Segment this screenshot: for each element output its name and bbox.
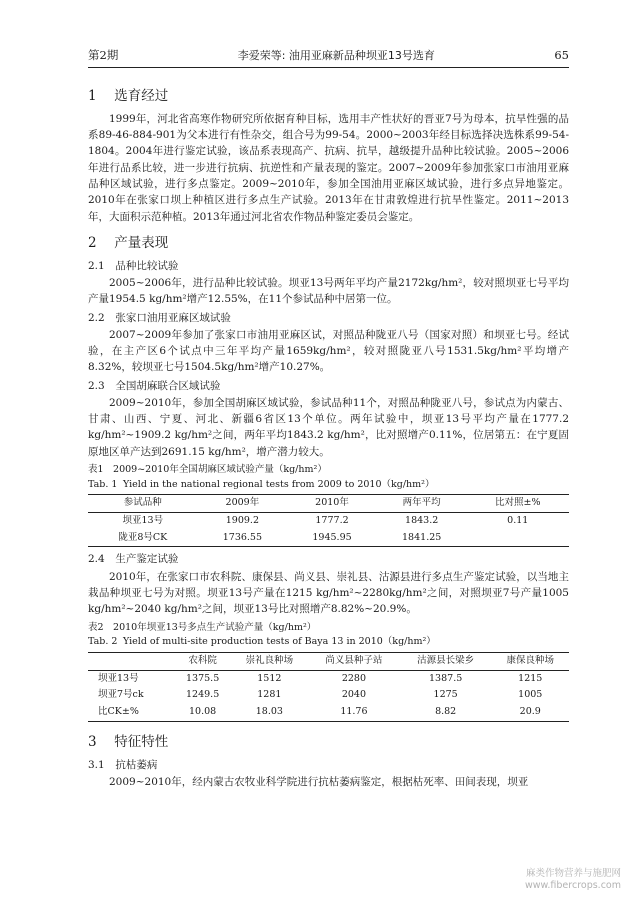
section-number: 2 xyxy=(88,234,97,251)
table-cell: 坝亚13号 xyxy=(122,515,164,527)
table-cell: 1387.5 xyxy=(429,672,463,684)
subsection-title: 全国胡麻联合区域试验 xyxy=(115,379,221,392)
table-cell: 2040 xyxy=(341,689,367,701)
section-number: 1 xyxy=(88,88,97,104)
column-header: 康保良种场 xyxy=(492,652,570,670)
column-header: 2009年 xyxy=(198,495,288,513)
paragraph: 2010年，在张家口市农科院、康保县、尚义县、崇礼县、沽源县进行多点生产鉴定试验，以当地主栽品种坝亚七号为对照。坝亚13号产量在1215 kg/hm²~2280kg/hm²之间，对照坝亚7号产量1005 kg/hm²~2040 kg/hm²之间，坝亚13号比对照增产8.82%~20.9%。 xyxy=(88,570,569,616)
table2-label-en: Tab. 2 xyxy=(88,636,118,648)
table-cell: 10.08 xyxy=(175,704,231,721)
table-cell: 1777.2 xyxy=(315,515,349,527)
section-title: 产量表现 xyxy=(114,234,169,251)
subsection-heading xyxy=(88,258,569,274)
subsection-title: 生产鉴定试验 xyxy=(115,553,179,566)
row-header: 比CK±% xyxy=(88,704,175,721)
table-cell: 1249.5 xyxy=(186,689,220,701)
site-watermark xyxy=(461,868,621,893)
subsection-heading xyxy=(88,378,569,394)
watermark-name: 麻类作物营养与施肥网 xyxy=(525,868,621,879)
page-number: 65 xyxy=(554,48,569,62)
table-cell: 1945.95 xyxy=(287,530,377,547)
subsection-title: 品种比较试验 xyxy=(115,259,179,272)
table-row xyxy=(88,687,569,704)
subsection-number: 2.2 xyxy=(88,311,105,324)
table-row xyxy=(88,513,569,530)
table1-label: 表1 xyxy=(88,463,104,475)
table-cell: 1843.2 xyxy=(405,515,439,527)
watermark-url: www.fibercrops.com xyxy=(524,880,621,892)
paragraph: 2005~2006年，进行品种比较试验。坝亚13号两年平均产量2172kg/hm²，较对照坝亚七号平均产量1954.5 kg/hm²增产12.55%，在11个参试品种中居第一位。 xyxy=(88,276,569,306)
header-rule xyxy=(88,67,569,68)
table-cell: 1841.25 xyxy=(377,530,467,547)
table-cell: 1215 xyxy=(518,672,543,684)
column-header: 2010年 xyxy=(287,495,377,513)
subsection-number: 2.3 xyxy=(88,379,105,392)
table-cell: 1275 xyxy=(433,689,458,701)
table-row xyxy=(88,704,569,721)
column-header: 两年平均 xyxy=(377,495,467,513)
running-title: 李爱荣等: 油用亚麻新品种坝亚13号选育 xyxy=(237,49,435,62)
running-header xyxy=(88,47,569,65)
table1-caption-cn xyxy=(88,463,569,478)
table-cell: 1281 xyxy=(257,689,282,701)
table-cell: 1512 xyxy=(257,672,282,684)
issue-number: 第2期 xyxy=(88,48,119,62)
section-heading xyxy=(88,233,569,254)
subsection-number: 2.4 xyxy=(88,553,105,566)
section-number: 3 xyxy=(88,733,97,750)
subsection-number: 2.1 xyxy=(88,259,105,272)
section-heading xyxy=(88,732,569,753)
table-cell: 18.03 xyxy=(231,704,308,721)
table-cell: 1375.5 xyxy=(186,672,220,684)
table1-title-en: Yield in the national regional tests from 2009 to 2010（kg/hm²） xyxy=(123,478,435,490)
table2-title: 2010年坝亚13号多点生产试验产量（kg/hm²） xyxy=(113,621,317,633)
table2-title-en: Yield of multi-site production tests of Baya 13 in 2010（kg/hm²） xyxy=(123,636,436,648)
section-title: 选育经过 xyxy=(114,88,169,104)
column-header: 农科院 xyxy=(175,652,231,670)
table-row xyxy=(88,670,569,687)
row-header: 坝亚7号ck xyxy=(98,689,144,701)
column-header: 崇礼良种场 xyxy=(231,652,308,670)
table-cell: 1736.55 xyxy=(198,530,288,547)
table-cell: 0.11 xyxy=(507,515,529,527)
column-header: 尚义县种子站 xyxy=(308,652,400,670)
section-title: 特征特性 xyxy=(114,733,169,750)
article-body xyxy=(88,80,569,790)
subsection-number: 3.1 xyxy=(88,758,105,771)
table1 xyxy=(88,494,569,547)
table2-caption-en xyxy=(88,635,569,650)
table-cell: 1005 xyxy=(518,689,543,701)
table-row xyxy=(88,530,569,547)
column-header: 比对照±% xyxy=(466,495,569,513)
table1-title: 2009~2010年全国胡麻区域试验产量（kg/hm²） xyxy=(113,463,327,475)
column-header: 参试品种 xyxy=(88,495,198,513)
subsection-heading xyxy=(88,757,569,773)
paragraph: 2009~2010年，参加全国胡麻区域试验，参试品种11个，对照品种陇亚八号，参试点为内蒙古、甘肃、山西、宁夏、河北、新疆6省区13个单位。两年试验中，坝亚13号平均产量在1777.2 kg/hm²~1909.2 kg/hm²之间，两年平均1843.2 kg/hm²，比对照增产0.11%，位居第五：在宁夏固原地区单产达到2691.15 kg/hm²，增产潜力较大。 xyxy=(88,396,569,458)
column-header xyxy=(88,652,175,670)
subsection-heading xyxy=(88,551,569,567)
subsection-heading xyxy=(88,310,569,326)
table2 xyxy=(88,652,569,722)
paragraph: 2009~2010年，经内蒙古农牧业科学院进行抗枯萎病鉴定，根据枯死率、田间表现，坝亚 xyxy=(109,776,529,789)
paragraph: 1999年，河北省高寒作物研究所依据育种目标，选用丰产性状好的晋亚7号为母本，抗旱性强的品系89-46-884-901为父本进行有性杂交，组合号为99-54。2000~2003年经目标选择决选株系99-54-1804。2004年进行鉴定试验，该品系表现高产、抗病、抗旱，越级提升品种比较试验。2005~2006年进行品系比较，进一步进行抗病、抗逆性和产量表现的鉴定。2007~2009年参加张家口市油用亚麻品种区域试验，进行多点鉴定。2009~2010年，参加全国油用亚麻区域试验，进行多点异地鉴定。2010年在张家口坝上种植区进行多点生产试验。2013年在甘肃敦煌进行抗旱性鉴定。2011~2013年，大面积示范种植。2013年通过河北省农作物品种鉴定委员会鉴定。 xyxy=(88,112,569,223)
subsection-title: 张家口油用亚麻区域试验 xyxy=(115,311,231,324)
table2-label: 表2 xyxy=(88,621,104,633)
table-header-row xyxy=(88,495,569,513)
subsection-title: 抗枯萎病 xyxy=(115,758,158,771)
section-heading xyxy=(88,86,569,107)
paragraph: 2007~2009年参加了张家口市油用亚麻区试，对照品种陇亚八号（国家对照）和坝亚七号。经试验，在主产区6个试点中三年平均产量1659kg/hm²，较对照陇亚八号1531.5kg/hm²平均增产8.32%，较坝亚七号1504.5kg/hm²增产10.27%。 xyxy=(88,328,569,374)
row-header: 坝亚13号 xyxy=(98,672,139,684)
table-cell: 2280 xyxy=(341,672,367,684)
table-header-row xyxy=(88,652,569,670)
column-header: 沽源县长梁乡 xyxy=(400,652,492,670)
table2-caption-cn xyxy=(88,621,569,636)
table-cell xyxy=(466,530,569,547)
table-cell: 11.76 xyxy=(308,704,400,721)
table-cell: 1909.2 xyxy=(225,515,259,527)
table-cell: 8.82 xyxy=(400,704,492,721)
table1-caption-en xyxy=(88,478,569,493)
table-cell: 20.9 xyxy=(492,704,570,721)
table-cell: 陇亚8号CK xyxy=(88,530,198,547)
table1-label-en: Tab. 1 xyxy=(88,478,118,490)
